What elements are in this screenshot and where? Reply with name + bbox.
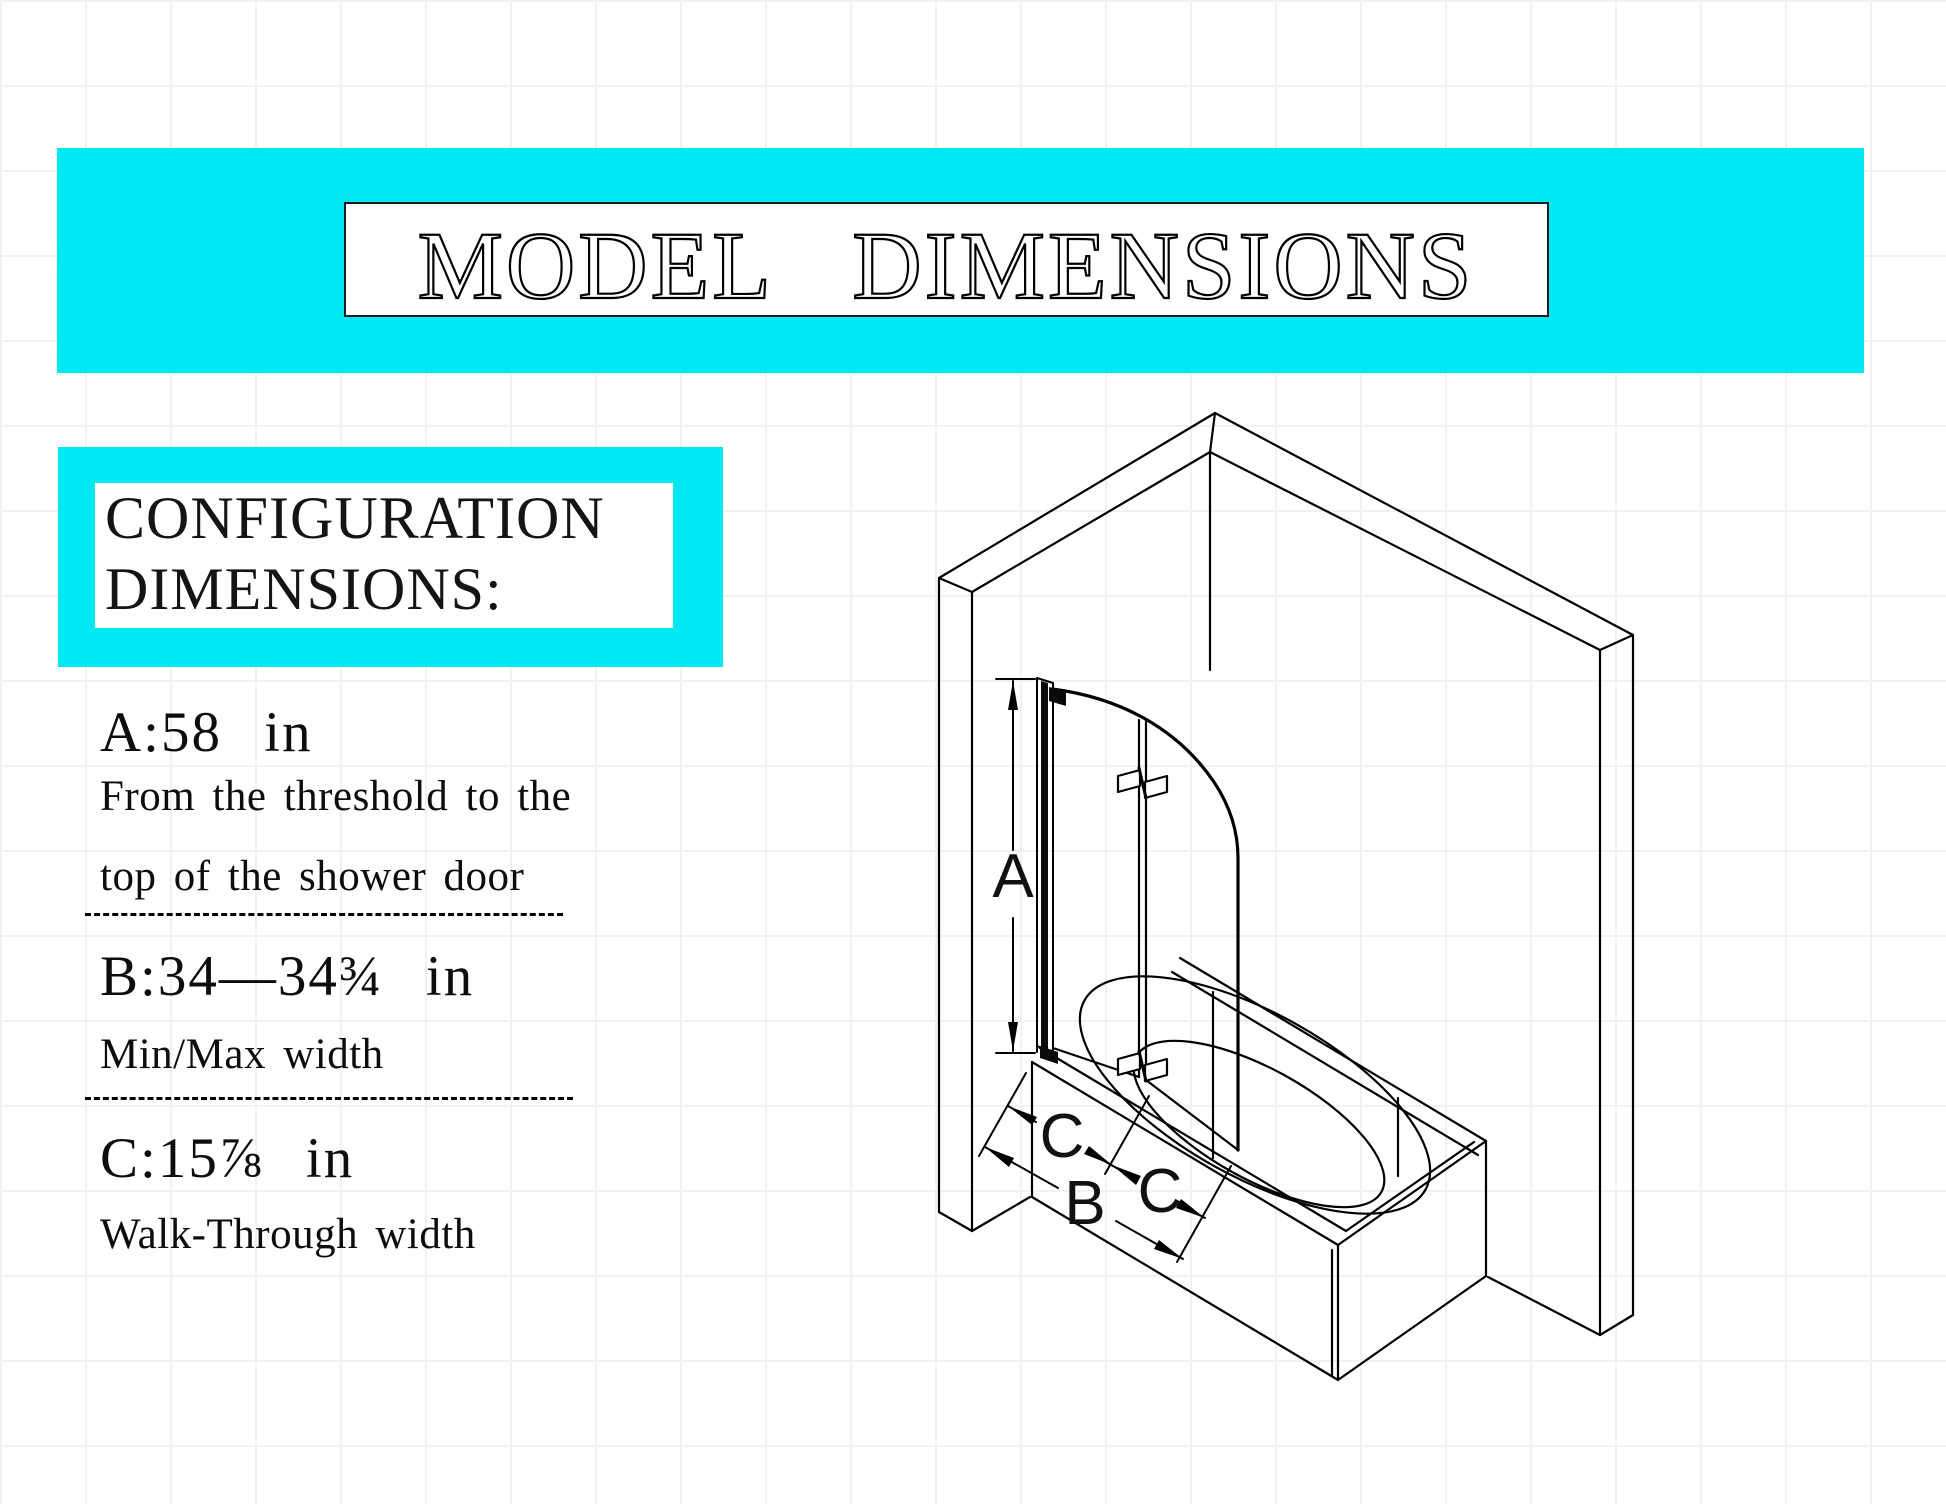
door-hinge-bottom — [1118, 1051, 1167, 1081]
spec-a-desc-line2: top of the shower door — [100, 853, 525, 900]
spec-b-desc-line1: Min/Max width — [100, 1031, 384, 1078]
door-hinge-top — [1118, 768, 1167, 798]
dim-label-a: A — [992, 842, 1034, 911]
tub-basin-rim-oval — [1045, 929, 1466, 1262]
arrowhead-down — [1008, 1022, 1018, 1051]
page-title: MODEL DIMENSIONS — [417, 212, 1475, 315]
dimension-cbc — [979, 1073, 1231, 1262]
door-frame-bar — [1037, 678, 1066, 1064]
dim-label-c-right: C — [1137, 1157, 1183, 1226]
configuration-heading-line2: DIMENSIONS: — [105, 556, 503, 622]
shower-door — [1037, 678, 1238, 1150]
spec-a-value: A:58 in — [100, 701, 313, 764]
spec-c-value: C:15⅞ in — [100, 1127, 355, 1190]
basin-wall-lines — [1213, 992, 1398, 1176]
spec-a-desc-line1: From the threshold to the — [100, 773, 572, 820]
arrowhead — [1084, 1146, 1112, 1165]
arrowhead — [985, 1147, 1014, 1167]
dimension-a — [992, 679, 1035, 1053]
configuration-heading-line1: CONFIGURATION — [105, 485, 605, 551]
floor-edge — [972, 1197, 1030, 1231]
dim-label-c-left: C — [1039, 1102, 1085, 1171]
spec-c-desc-line1: Walk-Through width — [100, 1211, 476, 1258]
arrowhead-up — [1008, 681, 1018, 710]
floor-line — [1488, 1277, 1600, 1335]
arrowhead — [1154, 1240, 1183, 1259]
spec-b-value: B:34—34¾ in — [100, 945, 475, 1008]
dim-label-b: B — [1064, 1169, 1106, 1238]
